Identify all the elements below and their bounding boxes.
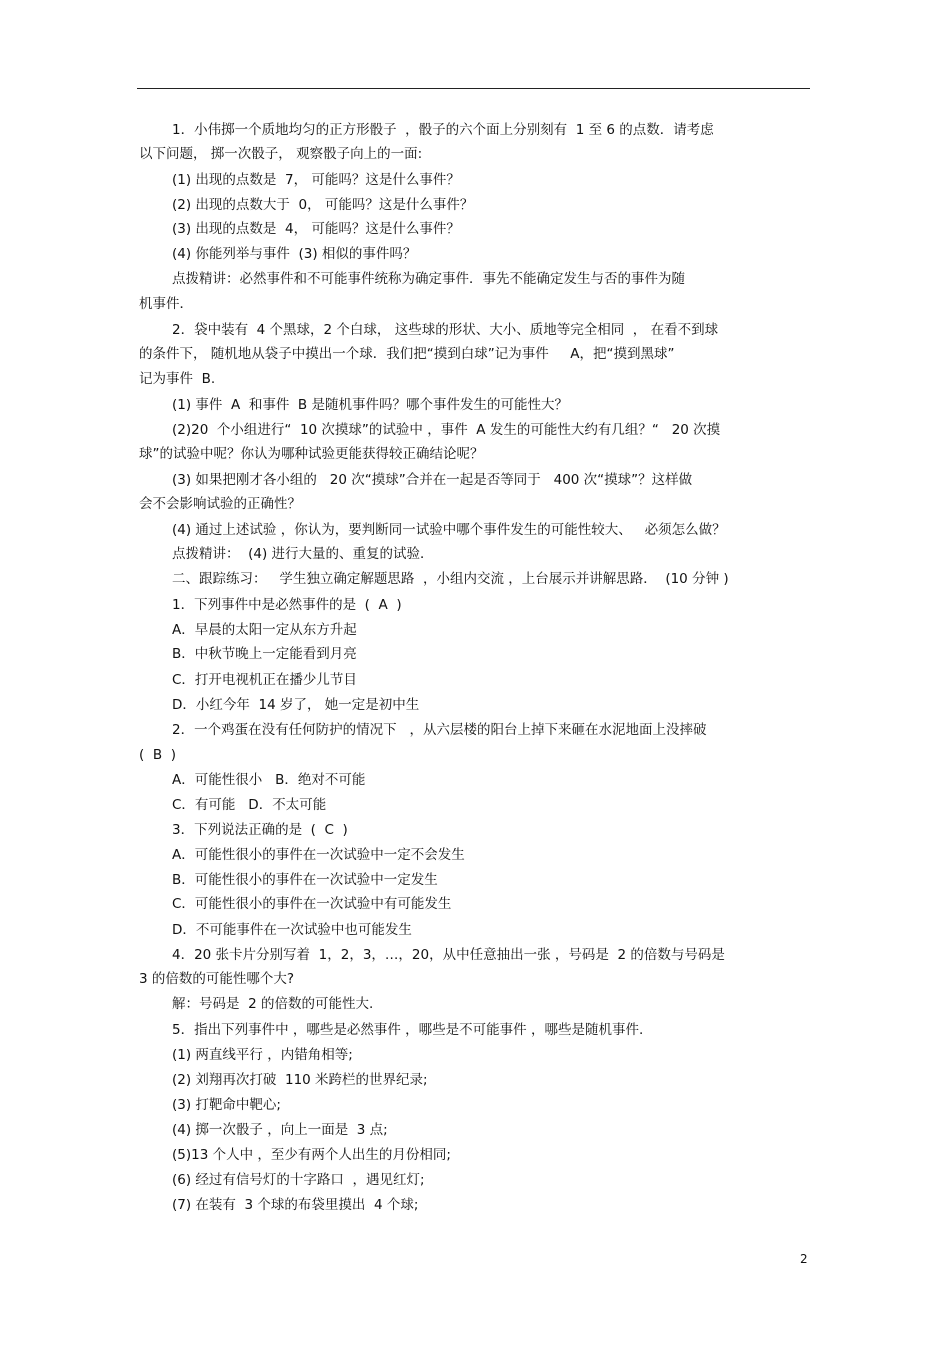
text-line: 记为事件 B.: [139, 371, 216, 387]
text-line: 4．20 张卡片分别写着 1，2，3，…，20，从中任意抽出一张 ，号码是 2 的倍数与号码是: [172, 947, 725, 963]
text-line: B．可能性很小的事件在一次试验中一定发生: [172, 872, 438, 888]
text-line: (4) 通过上述试验 ，你认为，要判断同一试验中哪个事件发生的可能性较大、 必须怎么做？: [172, 522, 726, 538]
text-line: A．可能性很小 B．绝对不可能: [172, 772, 366, 788]
text-line: (1) 出现的点数是 7， 可能吗？这是什么事件？: [172, 172, 460, 188]
text-line: (7) 在装有 3 个球的布袋里摸出 4 个球;: [172, 1197, 419, 1213]
text-line: (6) 经过有信号灯的十字路口 ，遇见红灯;: [172, 1172, 425, 1188]
text-line: (1) 两直线平行 ，内错角相等;: [172, 1047, 353, 1063]
text-line: (2) 刘翔再次打破 110 米跨栏的世界纪录;: [172, 1072, 428, 1088]
text-line: 机事件．: [139, 296, 193, 312]
text-line: 3 的倍数的可能性哪个大?: [139, 971, 295, 987]
text-line: (2) 出现的点数大于 0， 可能吗？这是什么事件？: [172, 197, 474, 213]
text-line: 以下问题， 掷一次骰子， 观察骰子向上的一面:: [139, 146, 423, 162]
header-rule: [137, 88, 810, 89]
text-line: B．中秋节晚上一定能看到月亮: [172, 646, 357, 662]
text-line: ( B ): [139, 747, 176, 763]
text-line: (4) 你能列举与事件 (3) 相似的事件吗？: [172, 246, 417, 262]
text-line: 会不会影响试验的正确性？: [139, 496, 301, 512]
text-line: A．早晨的太阳一定从东方升起: [172, 622, 357, 638]
text-line: (1) 事件 A 和事件 B 是随机事件吗？哪个事件发生的可能性大？: [172, 397, 568, 413]
text-line: 点拨精讲： (4) 进行大量的、重复的试验．: [172, 546, 434, 562]
text-line: (5)13 个人中 ，至少有两个人出生的月份相同;: [172, 1147, 451, 1163]
text-line: D．不可能事件在一次试验中也可能发生: [172, 922, 412, 938]
text-line: (3) 出现的点数是 4， 可能吗？这是什么事件？: [172, 221, 460, 237]
page-number: 2: [800, 1252, 808, 1266]
text-line: (4) 掷一次骰子 ，向上一面是 3 点;: [172, 1122, 388, 1138]
text-line: D．小红今年 14 岁了， 她一定是初中生: [172, 697, 420, 713]
text-line: 2．袋中装有 4 个黑球，2 个白球， 这些球的形状、大小、质地等完全相同 ， 在看不到球: [172, 322, 719, 338]
text-line: (2)20 个小组进行“ 10 次摸球”的试验中 ，事件 A 发生的可能性大约有几组？“ 20 次摸: [172, 422, 721, 438]
text-line: 2．一个鸡蛋在没有任何防护的情况下 ，从六层楼的阳台上掉下来砸在水泥地面上没摔破: [172, 722, 707, 738]
text-line: 点拨精讲：必然事件和不可能事件统称为确定事件．事先不能确定发生与否的事件为随: [172, 271, 685, 287]
text-line: 球”的试验中呢？你认为哪种试验更能获得较正确结论呢？: [139, 446, 484, 462]
text-line: C．有可能 D．不太可能: [172, 797, 327, 813]
text-line: 二、跟踪练习： 学生独立确定解题思路 ，小组内交流 ，上台展示并讲解思路． (10 分钟 ): [172, 571, 729, 587]
text-line: 1．小伟掷一个质地均匀的正方形骰子 ，骰子的六个面上分别刻有 1 至 6 的点数．请考虑: [172, 122, 714, 138]
text-line: C．打开电视机正在播少儿节目: [172, 672, 357, 688]
text-line: 解：号码是 2 的倍数的可能性大.: [172, 996, 374, 1012]
text-line: (3) 如果把刚才各小组的 20 次“摸球”合并在一起是否等同于 400 次“摸球”？这样做: [172, 472, 693, 488]
text-line: A．可能性很小的事件在一次试验中一定不会发生: [172, 847, 465, 863]
text-line: 的条件下， 随机地从袋子中摸出一个球．我们把“摸到白球”记为事件 A，把“摸到黑球”: [139, 346, 675, 362]
text-line: 3．下列说法正确的是 ( C ): [172, 822, 348, 838]
text-line: C．可能性很小的事件在一次试验中有可能发生: [172, 896, 452, 912]
text-line: (3) 打靶命中靶心;: [172, 1097, 281, 1113]
text-line: 1．下列事件中是必然事件的是 ( A ): [172, 597, 402, 613]
text-line: 5．指出下列事件中 ，哪些是必然事件 ，哪些是不可能事件 ，哪些是随机事件.: [172, 1022, 644, 1038]
